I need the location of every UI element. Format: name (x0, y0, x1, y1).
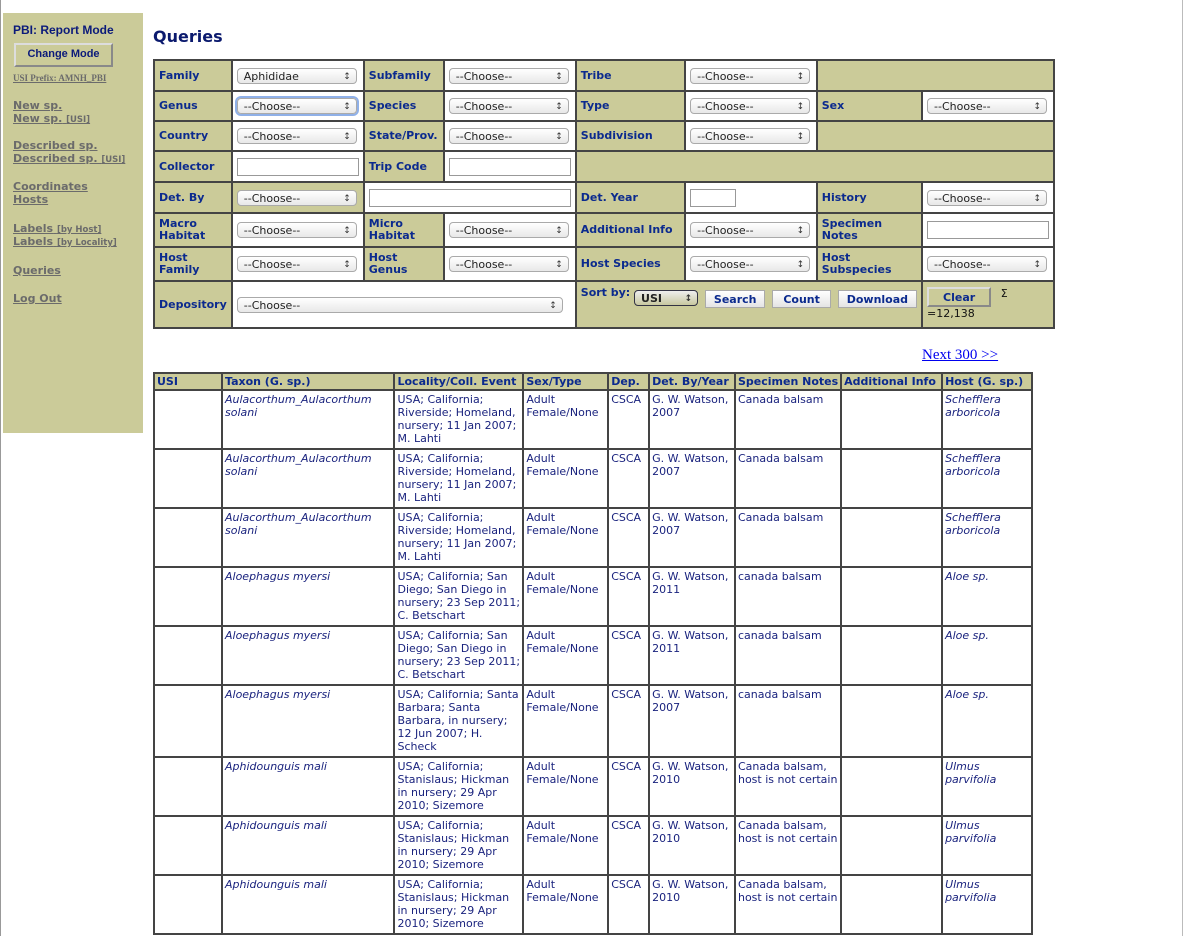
table-cell: CSCA (608, 626, 649, 685)
table-cell (841, 390, 942, 449)
download-button[interactable]: Download (838, 290, 917, 308)
search-button[interactable]: Search (705, 290, 766, 308)
table-cell: Aulacorthum_Aulacorthum solani (222, 390, 395, 449)
query-form (153, 59, 1055, 329)
sidebar-link-suffix: [USI] (66, 115, 91, 125)
column-header: Host (G. sp.) (942, 373, 1032, 390)
table-row (154, 390, 1032, 449)
table-cell: Aulacorthum_Aulacorthum solani (222, 508, 395, 567)
table-cell (154, 875, 222, 934)
species-label: Species (364, 91, 444, 121)
specimen-notes-label: Specimen Notes (817, 213, 922, 247)
table-cell: G. W. Watson, 2010 (649, 875, 735, 934)
species-select[interactable]: --Choose-- ↕ (449, 98, 569, 114)
table-cell: Adult Female/None (523, 816, 608, 875)
table-cell: Adult Female/None (523, 449, 608, 508)
mode-title: PBI: Report Mode (13, 23, 114, 37)
specimen-notes-input[interactable] (927, 221, 1049, 239)
type-label: Type (576, 91, 685, 121)
sidebar-link-label: Hosts (13, 193, 49, 206)
table-cell: USA; California; Stanislaus; Hickman in nursery; 29 Apr 2010; Sizemore (394, 816, 523, 875)
table-cell: CSCA (608, 390, 649, 449)
depository-select[interactable]: --Choose-- ↕ (237, 297, 563, 313)
sidebar-link[interactable] (13, 99, 62, 112)
trip-code-label: Trip Code (364, 151, 444, 182)
table-cell (154, 508, 222, 567)
subfamily-select[interactable]: --Choose-- ↕ (449, 68, 569, 84)
sort-by-select[interactable]: USI ↕ (634, 290, 698, 306)
table-cell: Aphidounguis mali (222, 875, 395, 934)
table-cell: Canada balsam, host is not certain (735, 816, 841, 875)
trip-code-input[interactable] (449, 158, 571, 176)
usi-prefix[interactable]: USI Prefix: AMNH_PBI (13, 73, 107, 83)
table-cell (841, 685, 942, 757)
table-cell: Aphidounguis mali (222, 816, 395, 875)
country-label: Country (154, 121, 232, 151)
table-row (154, 816, 1032, 875)
table-row (154, 626, 1032, 685)
table-cell: Adult Female/None (523, 626, 608, 685)
sex-select[interactable]: --Choose-- ↕ (927, 98, 1047, 114)
count-button[interactable]: Count (772, 290, 831, 308)
country-select[interactable]: --Choose-- ↕ (237, 128, 357, 144)
tribe-label: Tribe (576, 60, 685, 91)
host-family-select[interactable]: --Choose-- ↕ (237, 256, 357, 272)
sex-label: Sex (817, 91, 922, 121)
table-cell: Aloe sp. (942, 626, 1032, 685)
host-species-select[interactable]: --Choose-- ↕ (690, 256, 810, 272)
table-cell: Canada balsam (735, 390, 841, 449)
collector-label: Collector (154, 151, 232, 182)
table-cell: Adult Female/None (523, 685, 608, 757)
host-genus-label: Host Genus (364, 247, 444, 281)
tribe-select[interactable]: --Choose-- ↕ (690, 68, 810, 84)
table-cell: Canada balsam, host is not certain (735, 757, 841, 816)
table-cell: Schefflera arboricola (942, 449, 1032, 508)
table-cell: G. W. Watson, 2011 (649, 626, 735, 685)
empty-cell (576, 151, 1054, 182)
table-cell: Schefflera arboricola (942, 390, 1032, 449)
host-genus-select[interactable]: --Choose-- ↕ (449, 256, 569, 272)
table-cell (154, 567, 222, 626)
host-subspecies-select[interactable]: --Choose-- ↕ (927, 256, 1047, 272)
sidebar-link-label: New sp. (13, 112, 63, 125)
macro-habitat-label: Macro Habitat (154, 213, 232, 247)
table-cell: Adult Female/None (523, 390, 608, 449)
table-cell: canada balsam (735, 685, 841, 757)
table-cell: CSCA (608, 567, 649, 626)
state-label: State/Prov. (364, 121, 444, 151)
sidebar-link-label: Described sp. (13, 152, 98, 165)
table-cell: Adult Female/None (523, 875, 608, 934)
table-row (154, 449, 1032, 508)
sidebar-link-label: Coordinates (13, 180, 88, 193)
table-cell: canada balsam (735, 626, 841, 685)
sidebar-link-suffix: [by Locality] (56, 238, 117, 248)
table-cell (841, 567, 942, 626)
table-cell: USA; California; Riverside; Homeland, nursery; 11 Jan 2007; M. Lahti (394, 449, 523, 508)
table-cell (841, 449, 942, 508)
table-cell: Canada balsam (735, 508, 841, 567)
sidebar-link[interactable] (13, 235, 117, 248)
sidebar-link[interactable] (13, 180, 88, 193)
table-cell (154, 816, 222, 875)
table-cell: Aloephagus myersi (222, 685, 395, 757)
subdivision-label: Subdivision (576, 121, 685, 151)
sidebar-link-label: New sp. (13, 99, 63, 112)
table-row (154, 508, 1032, 567)
sidebar-link[interactable] (13, 152, 125, 165)
next-page-link[interactable]: Next 300 >> (922, 347, 999, 363)
column-header: USI (154, 373, 222, 390)
table-cell: CSCA (608, 508, 649, 567)
table-cell: Ulmus parvifolia (942, 816, 1032, 875)
table-cell: CSCA (608, 685, 649, 757)
sidebar-link-label: Log Out (13, 292, 62, 305)
table-cell: USA; California; San Diego; San Diego in nursery; 23 Sep 2011; C. Betschart (394, 567, 523, 626)
table-row (154, 875, 1032, 934)
history-select[interactable]: --Choose-- ↕ (927, 190, 1047, 206)
table-cell (841, 875, 942, 934)
table-cell: Ulmus parvifolia (942, 757, 1032, 816)
table-cell (841, 626, 942, 685)
table-cell: Aloephagus myersi (222, 567, 395, 626)
table-cell (154, 390, 222, 449)
column-header: Sex/Type (523, 373, 608, 390)
additional-info-select[interactable]: --Choose-- ↕ (690, 222, 810, 238)
type-select[interactable]: --Choose-- ↕ (690, 98, 810, 114)
sidebar-link[interactable] (13, 222, 101, 235)
table-cell: G. W. Watson, 2007 (649, 685, 735, 757)
table-cell: G. W. Watson, 2007 (649, 449, 735, 508)
column-header: Specimen Notes (735, 373, 841, 390)
macro-habitat-select[interactable]: --Choose-- ↕ (237, 222, 357, 238)
table-cell: Aphidounguis mali (222, 757, 395, 816)
table-row (154, 685, 1032, 757)
table-row (154, 567, 1032, 626)
host-family-label: Host Family (154, 247, 232, 281)
sigma-icon: Σ (1000, 287, 1008, 300)
sidebar-link[interactable] (13, 193, 48, 206)
table-cell: G. W. Watson, 2010 (649, 757, 735, 816)
sidebar-link-suffix: [USI] (101, 155, 126, 165)
page-title: Queries (153, 27, 223, 46)
sidebar-link-label: Labels (13, 222, 54, 235)
micro-habitat-select[interactable]: --Choose-- ↕ (449, 222, 569, 238)
total-count: =12,138 (927, 307, 975, 320)
table-cell: Canada balsam, host is not certain (735, 875, 841, 934)
table-cell: Adult Female/None (523, 508, 608, 567)
change-mode-button[interactable]: Change Mode (14, 43, 113, 67)
results-table (153, 372, 1033, 935)
sidebar-link-label: Described sp. (13, 139, 98, 152)
table-cell: USA; California; Riverside; Homeland, nursery; 11 Jan 2007; M. Lahti (394, 390, 523, 449)
det-year-label: Det. Year (576, 182, 685, 213)
table-cell: G. W. Watson, 2011 (649, 567, 735, 626)
host-species-label: Host Species (576, 247, 685, 281)
table-cell: CSCA (608, 449, 649, 508)
history-label: History (817, 182, 922, 213)
table-cell (154, 626, 222, 685)
table-cell: G. W. Watson, 2010 (649, 816, 735, 875)
table-cell: Schefflera arboricola (942, 508, 1032, 567)
det-by-label: Det. By (154, 182, 232, 213)
column-header: Locality/Coll. Event (394, 373, 523, 390)
table-cell: canada balsam (735, 567, 841, 626)
table-cell (841, 757, 942, 816)
sidebar-link-label: Queries (13, 264, 61, 277)
table-cell: USA; California; Stanislaus; Hickman in nursery; 29 Apr 2010; Sizemore (394, 875, 523, 934)
table-cell: CSCA (608, 816, 649, 875)
sidebar-link[interactable] (13, 112, 90, 125)
sidebar-link[interactable] (13, 139, 98, 152)
column-header: Det. By/Year (649, 373, 735, 390)
genus-label: Genus (154, 91, 232, 121)
table-cell: USA; California; Santa Barbara; Santa Barbara, in nursery; 12 Jun 2007; H. Scheck (394, 685, 523, 757)
table-row (154, 757, 1032, 816)
table-cell: Ulmus parvifolia (942, 875, 1032, 934)
table-cell: USA; California; Stanislaus; Hickman in nursery; 29 Apr 2010; Sizemore (394, 757, 523, 816)
table-cell: CSCA (608, 757, 649, 816)
column-header: Additional Info (841, 373, 942, 390)
table-cell: Canada balsam (735, 449, 841, 508)
depository-label: Depository (154, 281, 232, 328)
window-edge (0, 0, 1, 936)
table-cell: Adult Female/None (523, 567, 608, 626)
sidebar-link-suffix: [by Host] (56, 225, 102, 235)
table-cell: USA; California; San Diego; San Diego in nursery; 23 Sep 2011; C. Betschart (394, 626, 523, 685)
genus-select[interactable]: --Choose-- ↕ (237, 98, 357, 114)
sort-by-label: Sort by: (580, 286, 631, 299)
family-label: Family (154, 60, 232, 91)
column-header: Taxon (G. sp.) (222, 373, 395, 390)
table-cell: Aloe sp. (942, 685, 1032, 757)
empty-cell (817, 121, 1054, 151)
table-cell (154, 449, 222, 508)
subdivision-select[interactable]: --Choose-- ↕ (690, 128, 810, 144)
sidebar-link-label: Labels (13, 235, 54, 248)
window-edge (1182, 0, 1183, 936)
subfamily-label: Subfamily (364, 60, 444, 91)
sidebar-link[interactable] (13, 292, 62, 305)
empty-cell (817, 60, 1054, 91)
table-cell (154, 757, 222, 816)
state-select[interactable]: --Choose-- ↕ (449, 128, 569, 144)
table-cell: Aloephagus myersi (222, 626, 395, 685)
column-header: Dep. (608, 373, 649, 390)
clear-button[interactable]: Clear (927, 287, 991, 307)
table-cell: Aloe sp. (942, 567, 1032, 626)
table-cell (841, 816, 942, 875)
det-year-input[interactable] (690, 189, 736, 207)
table-cell: G. W. Watson, 2007 (649, 508, 735, 567)
additional-info-label: Additional Info (576, 213, 685, 247)
det-by-input[interactable] (369, 189, 571, 207)
micro-habitat-label: Micro Habitat (364, 213, 444, 247)
sidebar-link[interactable] (13, 264, 61, 277)
collector-input[interactable] (237, 158, 359, 176)
table-cell (841, 508, 942, 567)
table-cell: G. W. Watson, 2007 (649, 390, 735, 449)
table-cell (154, 685, 222, 757)
family-select[interactable]: Aphididae ↕ (237, 68, 357, 84)
host-subspecies-label: Host Subspecies (817, 247, 922, 281)
sidebar (3, 13, 143, 433)
table-cell: Adult Female/None (523, 757, 608, 816)
det-by-select[interactable]: --Choose-- ↕ (237, 190, 357, 206)
table-cell: Aulacorthum_Aulacorthum solani (222, 449, 395, 508)
table-cell: CSCA (608, 875, 649, 934)
table-cell: USA; California; Riverside; Homeland, nursery; 11 Jan 2007; M. Lahti (394, 508, 523, 567)
